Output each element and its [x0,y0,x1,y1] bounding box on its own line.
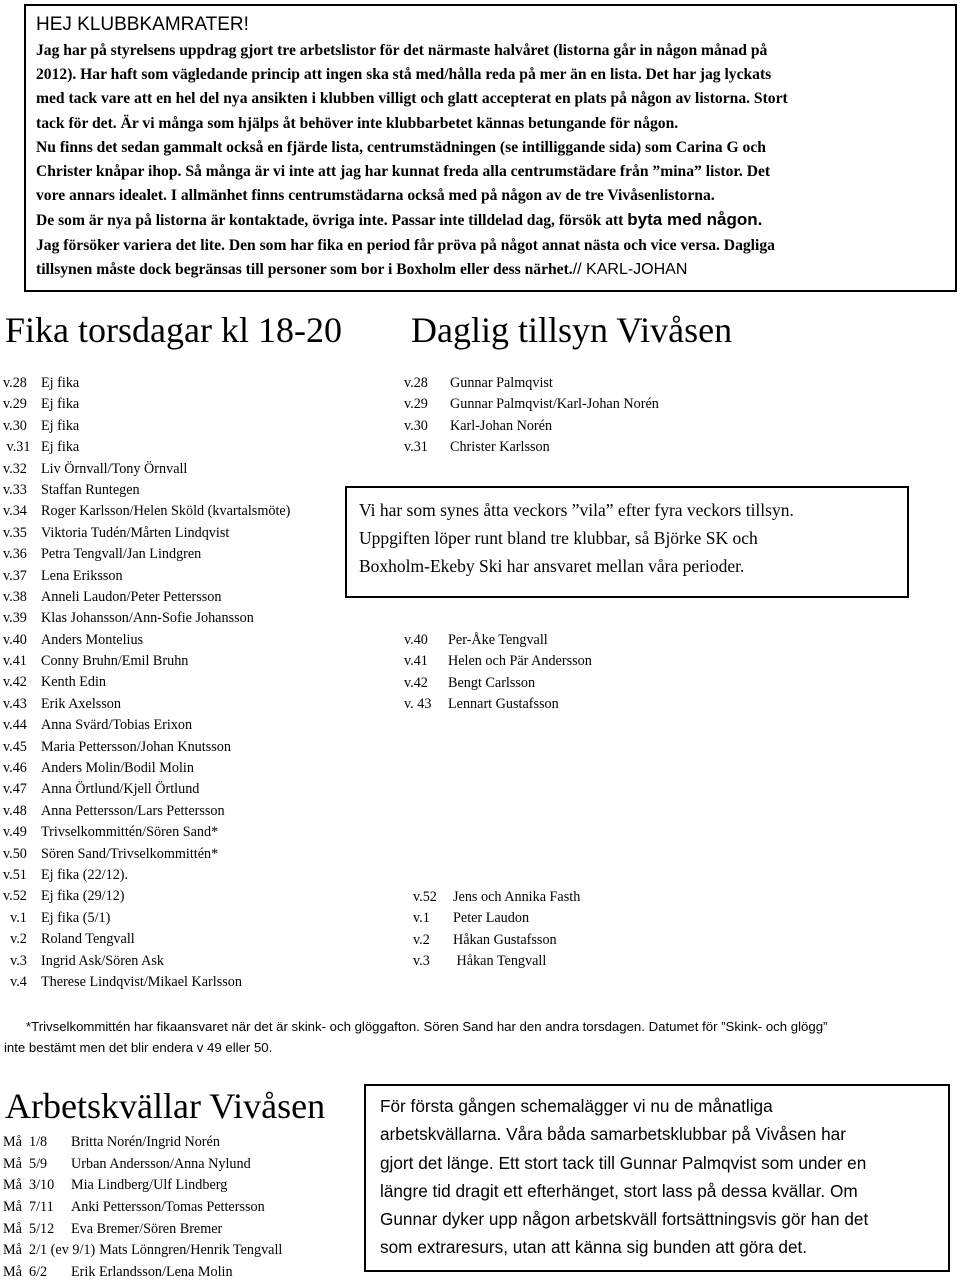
list-item [3,480,290,501]
assignee-name: Bengt Carlsson [448,674,536,691]
list-item [404,437,659,458]
arbete-note-line: längre tid dragit ett efterhänget, stort lass på dessa kvällar. Om [380,1180,858,1201]
list-item [3,929,290,950]
intro-line: med tack vare att en hel del nya ansikten i klubben villigt och glatt accepterat en plats på någon av listorna. Stort [36,90,788,108]
week-label: v.31 [3,439,31,456]
week-label: v.41 [3,653,27,670]
week-label: v.1 [3,909,27,926]
week-label: v.2 [413,931,430,948]
list-item [3,865,290,886]
week-label: v.40 [404,632,428,648]
intro-line: Jag försöker variera det lite. Den som har fika en period får pröva på något annat nästa och vice versa. Dagliga [36,236,775,254]
week-label: v.32 [3,460,27,477]
assignee-name: Peter Laudon [453,910,530,927]
arbete-title: Arbetskvällar Vivåsen [5,1086,326,1126]
date-label: Må 3/10 [3,1177,55,1194]
list-item [404,651,592,672]
list-item [3,1154,282,1176]
intro-line: tack för det. Är vi många som hjälps åt behöver inte klubbarbetet kännas betungande för någon. [36,114,679,132]
fika-list [3,373,290,993]
tillsyn-note-box [345,486,909,598]
assignee-name: Erik Erlandsson/Lena Molin [71,1264,233,1280]
assignee-name: Maria Pettersson/Johan Knutsson [41,738,231,755]
assignee-name: Ej fika [41,396,80,413]
list-item [3,779,290,800]
assignee-name: Therese Lindqvist/Mikael Karlsson [41,973,242,990]
list-item [3,758,290,779]
list-item [3,437,290,458]
assignee-name: Roland Tengvall [41,931,135,948]
week-label: v.49 [3,824,27,841]
list-item [404,416,659,437]
week-label: v.28 [404,375,428,391]
assignee-name: Anders Montelius [41,631,144,648]
week-label: v.39 [3,610,27,627]
assignee-name: Håkan Gustafsson [453,931,557,948]
list-item [404,673,592,694]
list-item [3,951,290,972]
intro-line: Christer knåpar ihop. Så många är vi inte att jag har kunnat freda alla centrumstädare från ”mina” listor. Det [36,163,771,181]
list-item [404,694,592,715]
week-label: v.38 [3,588,27,605]
assignee-name: Anders Molin/Bodil Molin [41,760,194,777]
assignee-name: Ej fika [41,417,80,434]
intro-line: Nu finns det sedan gammalt också en fjärde lista, centrumstädningen (se intilliggande sida) som Carina G och [36,138,766,156]
assignee-name: Ej fika [41,375,80,391]
week-label: v.35 [3,524,27,541]
assignee-name: Liv Örnvall/Tony Örnvall [41,460,188,477]
week-label: v.41 [404,653,428,670]
date-label: Må 5/12 [3,1220,55,1237]
assignee-name: Ej fika (5/1) [41,909,111,926]
list-item [3,1219,282,1241]
assignee-name: Anna Örtlund/Kjell Örtlund [41,781,200,798]
date-label: Må 1/8 [3,1134,48,1150]
assignee-name: Anna Pettersson/Lars Pettersson [41,802,225,819]
assignee-name: Ej fika (29/12) [41,888,125,905]
assignee-name: Ej fika (22/12). [41,866,129,883]
assignee-name: Urban Andersson/Anna Nylund [71,1155,251,1172]
week-label: v.34 [3,503,27,520]
list-item [3,1132,282,1154]
assignee-name: Conny Bruhn/Emil Bruhn [41,653,189,670]
arbete-note-line: gjort det länge. Ett stort tack till Gunnar Palmqvist som under en [380,1152,867,1173]
week-label: v.33 [3,481,27,498]
assignee-name: Staffan Runtegen [41,481,140,498]
list-item [3,801,290,822]
list-item [3,566,290,587]
week-label: v.50 [3,845,27,862]
week-label: v.45 [3,738,27,755]
assignee-name: Gunnar Palmqvist/Karl-Johan Norén [450,396,659,413]
list-item [3,630,290,651]
signature: // KARL-JOHAN [572,260,688,278]
list-item [3,587,290,608]
assignee-name: Viktoria Tudén/Mårten Lindqvist [41,524,230,541]
intro-line: De som är nya på listorna är kontaktade, övriga inte. Passar inte tilldelad dag, försök att [36,212,628,230]
intro-line: Jag har på styrelsens uppdrag gjort tre arbetslistor för det närmaste halvåret (listorna går in någon månad på [36,42,768,59]
fika-title: Fika torsdagar kl 18-20 [5,310,342,350]
list-item [3,694,290,715]
date-label: Må 6/2 [3,1264,48,1280]
assignee-name: Jens och Annika Fasth [453,889,581,905]
list-item [3,416,290,437]
assignee-name: Roger Karlsson/Helen Sköld (kvartalsmöte) [41,503,291,520]
list-item [3,373,290,394]
tillsyn-list-1 [404,373,659,459]
assignee-name: Eva Bremer/Sören Bremer [71,1220,223,1237]
arbete-note-box [364,1084,950,1272]
assignee-name: Kenth Edin [41,674,107,691]
assignee-name: Helen och Pär Andersson [448,653,592,670]
list-item [3,1262,282,1280]
footnote-line-1: *Trivselkommittén har fikaansvaret när det är skink- och glöggafton. Sören Sand har den andra torsdagen. Datumet för ”Skink- och glögg” [26,1019,828,1034]
assignee-name: Anna Svärd/Tobias Erixon [41,717,193,734]
tillsyn-list-2 [404,630,592,716]
week-label: v.52 [413,889,437,905]
tillsyn-list-3 [413,887,580,973]
assignee-name: Anneli Laudon/Peter Pettersson [41,588,222,605]
arbete-note-line: som extraresurs, utan att känna sig bunden att göra det. [380,1237,808,1258]
tillsyn-title: Daglig tillsyn Vivåsen [411,310,733,350]
assignee-name: Mats Lönngren/Henrik Tengvall [99,1242,283,1259]
assignee-name: Ingrid Ask/Sören Ask [41,952,164,969]
arbete-note-line: För första gången schemalägger vi nu de månatliga [380,1096,773,1116]
list-item [3,908,290,929]
assignee-name: Christer Karlsson [450,439,550,456]
assignee-name: Per-Åke Tengvall [448,632,548,648]
assignee-name: Mia Lindberg/Ulf Lindberg [71,1177,228,1194]
week-label: v.43 [3,695,27,712]
date-label: Må 7/11 [3,1199,54,1216]
list-item [3,1175,282,1197]
intro-body [36,39,945,282]
list-item [3,523,290,544]
date-label: Må 2/1 (ev 9/1) [3,1242,96,1259]
list-item [3,1240,282,1262]
assignee-name: Lena Eriksson [41,567,123,584]
week-label: v.44 [3,717,27,734]
assignee-name: Gunnar Palmqvist [450,375,553,391]
tillsyn-note-line: Vi har som synes åtta veckors ”vila” efter fyra veckors tillsyn. [359,500,794,520]
list-item [3,501,290,522]
assignee-name: Lennart Gustafsson [448,696,559,713]
week-label: v.3 [413,953,430,970]
week-label: v. 43 [404,696,432,713]
week-label: v.29 [3,396,27,413]
week-label: v.42 [404,674,428,691]
assignee-name: Britta Norén/Ingrid Norén [71,1134,220,1150]
intro-heading: HEJ KLUBBKAMRATER! [36,14,249,35]
week-label: v.51 [3,866,27,883]
list-item [3,394,290,415]
list-item [3,1197,282,1219]
intro-box [24,4,957,292]
list-item [404,630,592,651]
date-label: Må 5/9 [3,1155,48,1172]
week-label: v.29 [404,396,428,413]
list-item [413,930,580,951]
list-item [3,822,290,843]
week-label: v.40 [3,631,27,648]
list-item [413,887,580,908]
arbete-note-line: Gunnar dyker upp någon arbetskväll fortsättningsvis gör han det [380,1209,869,1230]
week-label: v.46 [3,760,27,777]
list-item [3,651,290,672]
week-label: v.52 [3,888,27,905]
week-label: v.30 [404,417,428,434]
week-label: v.2 [3,931,27,948]
week-label: v.47 [3,781,27,798]
week-label: v.28 [3,375,27,391]
assignee-name: Klas Johansson/Ann-Sofie Johansson [41,610,254,627]
week-label: v.30 [3,417,27,434]
arbete-note-line: arbetskvällarna. Våra båda samarbetsklubbar på Vivåsen har [380,1124,846,1145]
list-item [404,373,659,394]
week-label: v.1 [413,910,430,927]
assignee-name: Erik Axelsson [41,695,121,712]
list-item [3,459,290,480]
assignee-name: Petra Tengvall/Jan Lindgren [41,546,202,563]
week-label: v.4 [3,973,27,990]
week-label: v.37 [3,567,27,584]
list-item [3,608,290,629]
list-item [3,715,290,736]
week-label: v.31 [404,439,428,456]
assignee-name: Ej fika [41,439,80,456]
intro-line: 2012). Har haft som vägledande princip att ingen ska stå med/hålla reda på mer än en lista. Det har jag lyckats [36,66,772,84]
assignee-name: Sören Sand/Trivselkommittén* [41,845,219,862]
intro-line-8 [36,208,945,233]
list-item [3,672,290,693]
list-item [3,844,290,865]
list-item [3,737,290,758]
tillsyn-note-line: Boxholm-Ekeby Ski har ansvaret mellan våra perioder. [359,556,745,576]
arbete-list [3,1132,282,1280]
week-label: v.42 [3,674,27,691]
assignee-name: Anki Pettersson/Tomas Pettersson [71,1199,265,1216]
intro-line: tillsynen måste dock begränsas till personer som bor i Boxholm eller dess närhet. [36,260,573,278]
assignee-name: Håkan Tengvall [453,953,547,970]
week-label: v.3 [3,952,27,969]
list-item [3,544,290,565]
list-item [404,394,659,415]
list-item [3,972,290,993]
footnote [4,1016,954,1058]
footnote-line-2: inte bestämt men det blir endera v 49 eller 50. [4,1040,273,1055]
week-label: v.36 [3,546,27,563]
list-item [413,951,580,972]
assignee-name: Trivselkommittén/Sören Sand* [41,824,219,841]
intro-line-tail: byta med någon. [627,210,763,230]
assignee-name: Karl-Johan Norén [450,417,553,434]
intro-line: vore annars idealet. I allmänhet finns centrumstädarna också med på någon av de tre Vivåsenlistorna. [36,187,715,205]
intro-line-10 [36,258,945,282]
tillsyn-note-line: Uppgiften löper runt bland tre klubbar, så Björke SK och [359,528,758,548]
list-item [3,886,290,907]
week-label: v.48 [3,802,27,819]
list-item [413,908,580,929]
